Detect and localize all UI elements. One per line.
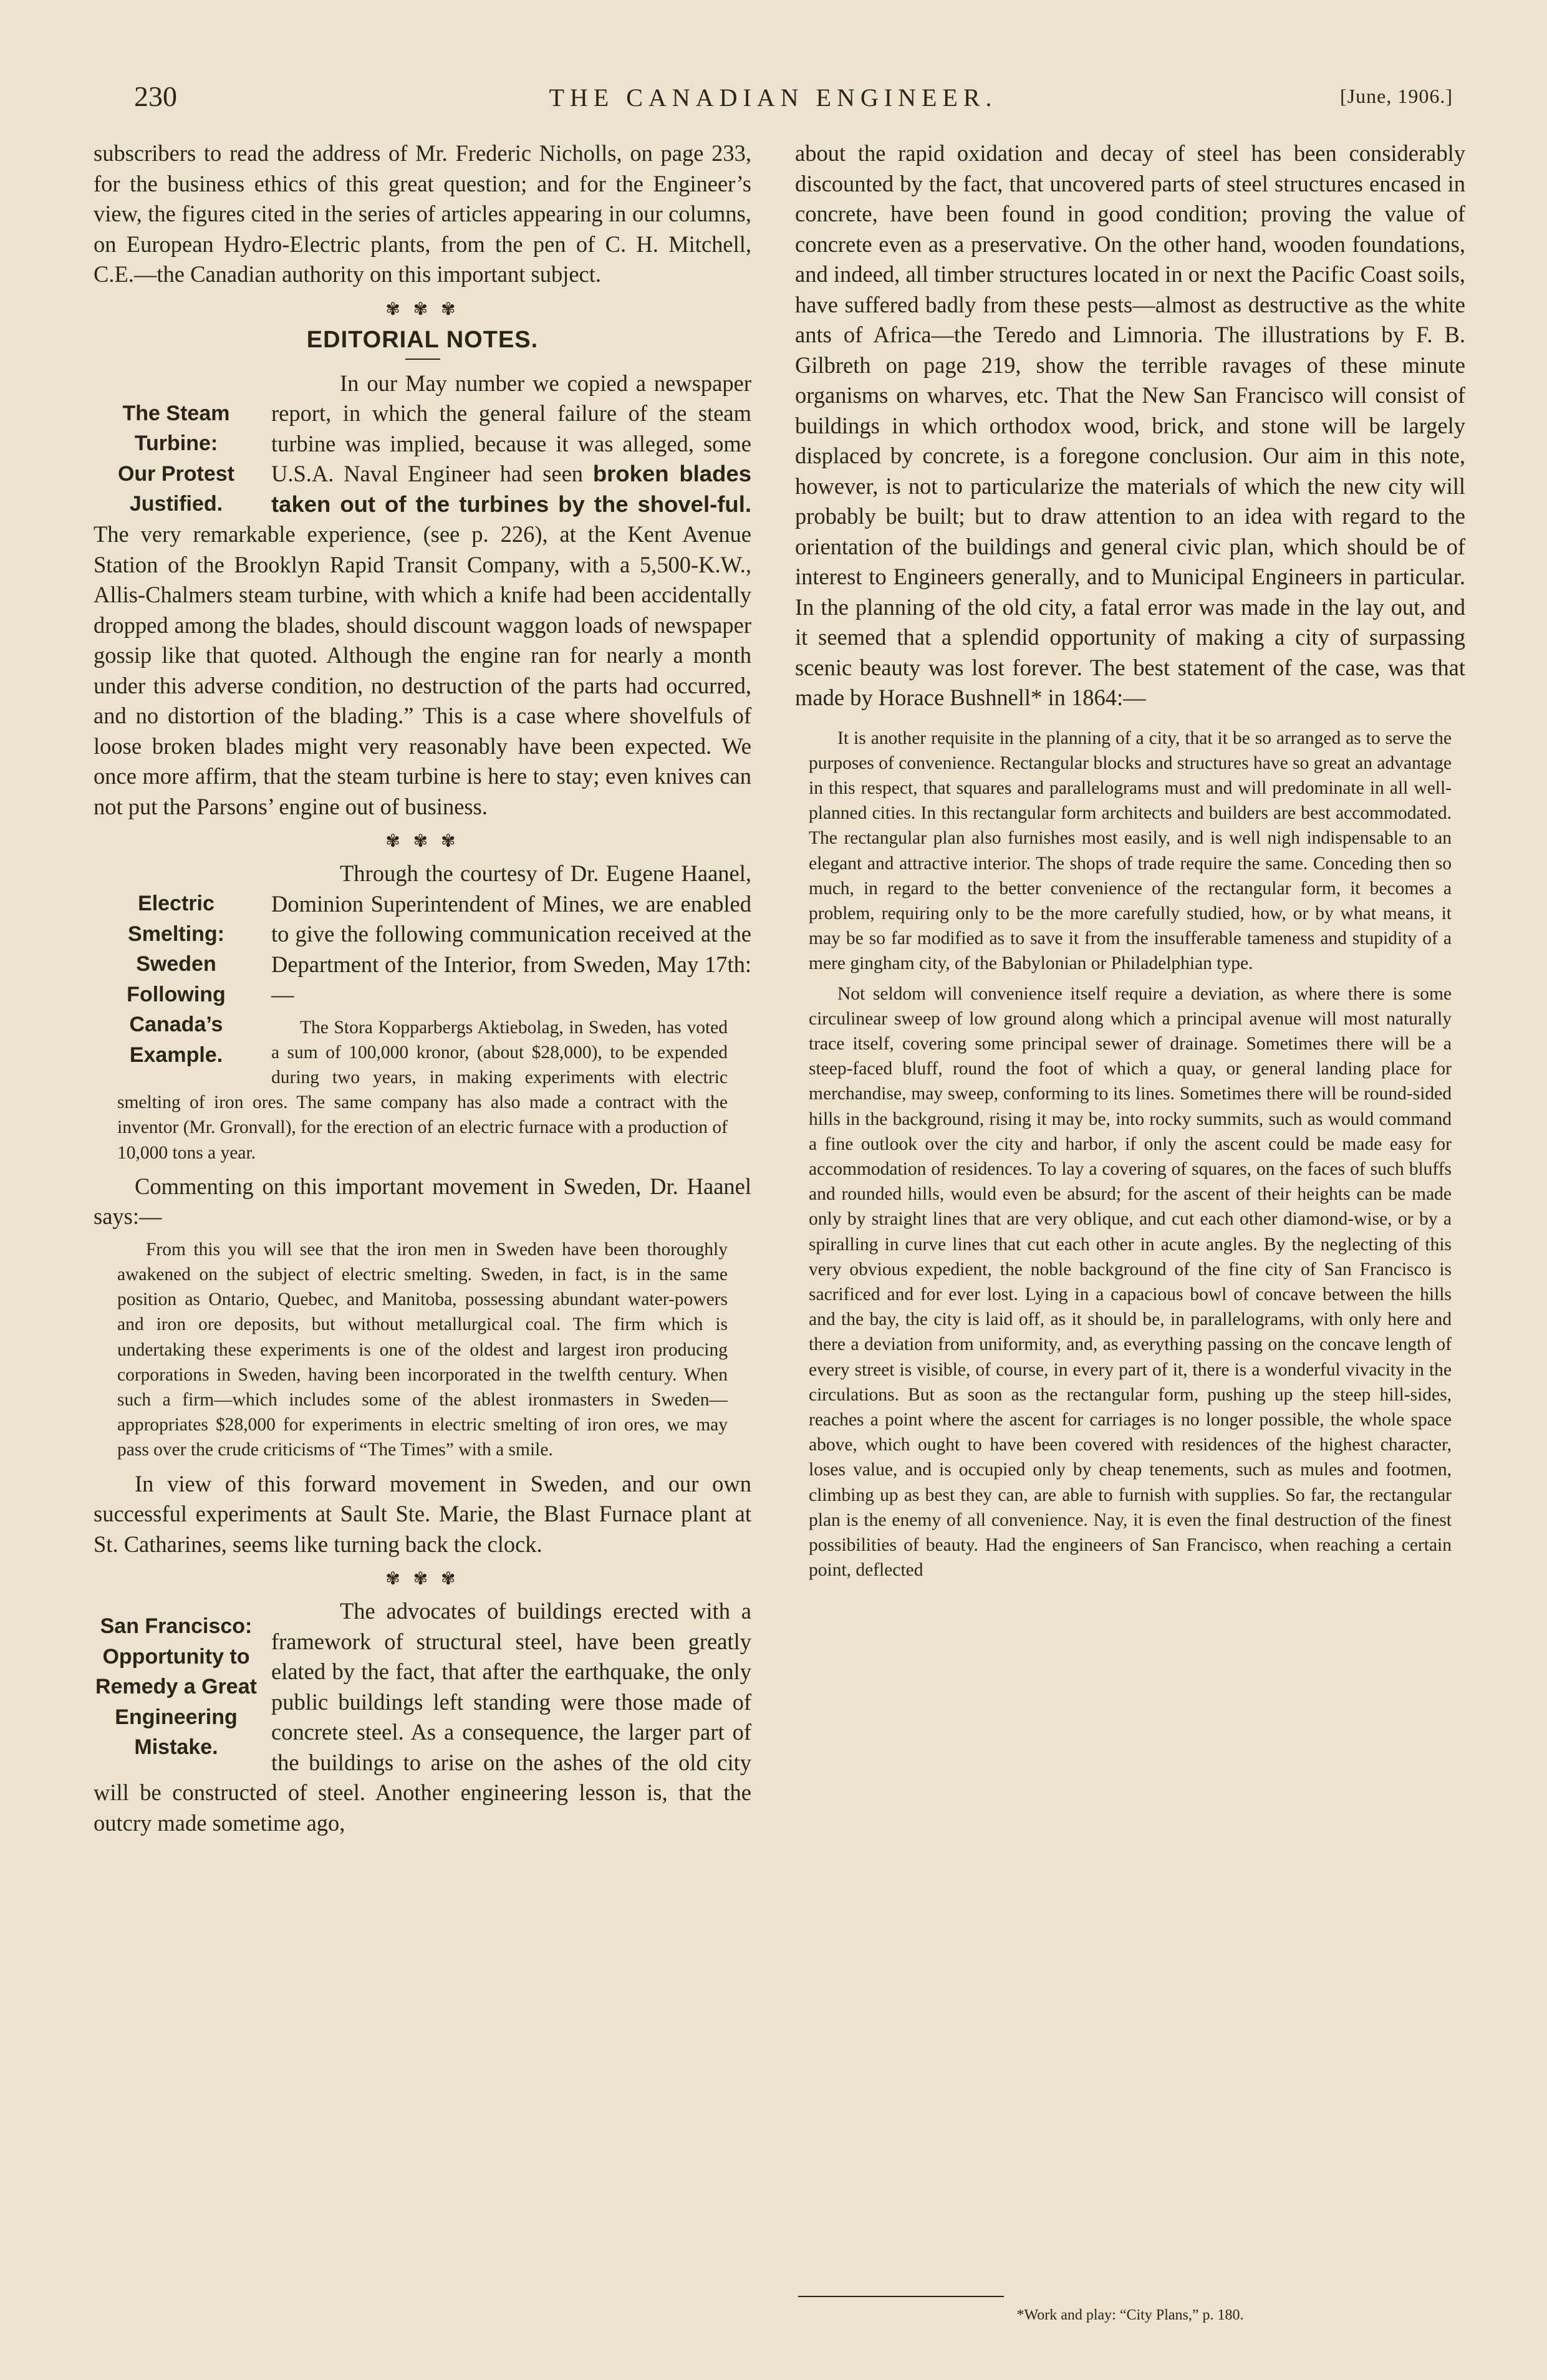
turbine-sidenote: The Steam Turbine: Our Protest Justified. bbox=[117, 401, 235, 516]
bushnell-quote-1: It is another requisite in the planning of a city, that it be so arranged as to serve the purposes of convenience. Rectangular blocks and structures have so great an advantage in this respect, that squares and parallelograms must and will predominate in all well-planned cities. In this rectangular form architects and builders are best accommodated. The rectangular plan also furnishes most easily, and is well nigh indispensable to an elegant and attractive interior. The shops of trade require the same. Conceding then so much, in regard to the better convenience of the rectangular form, it becomes a problem, requiring only to be the more carefully studied, how, or by what means, it may be so far modified as to save it from the insufferable tameness and stupidity of a mere gingham city, of the Babylonian or Philadelphian type. bbox=[809, 728, 1452, 974]
closing-paragraph: In view of this forward movement in Sweden, and our own successful experiments at Sault Ste. Marie, the Blast Furnace plant at St. Catharines, seems like turning back the clock. bbox=[94, 1470, 751, 1557]
smelting-paragraph: Through the courtesy of Dr. Eugene Haanel, Dominion Superintendent of Mines, we are enabled to give the following communication received at the Department of the Interior, from Sweden, May 17th:— bbox=[271, 860, 751, 1007]
sanfrancisco-paragraph: The advocates of buildings erected with a framework of structural steel, have been greatly elated by the fact, that after the earthquake, the only public buildings left standing were those made of concrete steel. As a consequence, the larger part of the buildings to arise on the ashes of the old city will be constructed of steel. Another engineering lesson is, that the outcry made sometime ago, bbox=[94, 1598, 751, 1836]
commenting-paragraph: Commenting on this important movement in Sweden, Dr. Haanel says:— bbox=[94, 1173, 751, 1230]
section-divider: ✾ ✾ ✾ bbox=[385, 298, 460, 319]
smelting-quote-1: The Stora Kopparbergs Aktiebolag, in Sweden, has voted a sum of 100,000 kronor, (about $28,000), to be expended during two years, in making experiments with electric smelting of iron ores. The same company has also made a contract with the inventor (Mr. Gronvall), for the erection of an electric furnace with a production of 10,000 tons a year. bbox=[117, 1017, 728, 1163]
continuation-paragraph: about the rapid oxidation and decay of steel has been considerably discounted by the fact, that uncovered parts of steel structures encased in concrete, have been found in good condition; proving the value of concrete even as a preservative. On the other hand, wooden foundations, and indeed, all timber structures located in or next the Pacific Coast soils, have suffered badly from these pests—almost as destructive as the white ants of Africa—the Teredo and Limnoria. The illustrations by F. B. Gilbreth on page 219, show the terrible ravages of these minute organisms on wharves, etc. That the New San Francisco will consist of buildings in which orthodox wood, brick, and stone will be largely displaced by concrete, is a foregone conclusion. Our aim in this note, however, is not to particularize the materials of which the new city will probably be built; but to draw attention to an idea with regard to the orientation of the buildings and general civic plan, which should be of interest to Engineers generally, and to Municipal Engineers in particular. In the planning of the old city, a fatal error was made in the lay out, and it seemed that a splendid opportunity of making a city of surpassing scenic beauty was lost forever. The best statement of the case, was that made by Horace Bushnell* in 1864:— bbox=[795, 140, 1465, 710]
smelting-quote-2: From this you will see that the iron men in Sweden have been thoroughly awakened on the subject of electric smelting. Sweden, in fact, is in the same position as Ontario, Quebec, and Manitoba, possessing abundant water-powers and iron ore deposits, but without metallurgical coal. The firm which is undertaking these experiments is one of the oldest and largest iron producing corporations in Sweden, having been incorporated in the twelfth century. When such a firm—which includes some of the ablest ironmasters in Sweden—appropriates $28,000 for experiments in electric smelting of iron ores, we may pass over the crude criticisms of “The Times” with a smile. bbox=[117, 1239, 728, 1460]
footnote: *Work and play: “City Plans,” p. 180. bbox=[1016, 2307, 1244, 2323]
right-column bbox=[795, 138, 1465, 1583]
page-header bbox=[94, 80, 1453, 130]
intro-paragraph: subscribers to read the address of Mr. Frederic Nicholls, on page 233, for the business ethics of this great question; and for the Engineer’s view, the figures cited in the series of articles appearing in our columns, on European Hydro-Electric plants, from the pen of C. H. Mitchell, C.E.—the Canadian authority on this important subject. bbox=[94, 140, 751, 287]
editorial-title: EDITORIAL NOTES. bbox=[306, 326, 539, 353]
masthead: THE CANADIAN ENGINEER. bbox=[549, 84, 998, 112]
smelting-sidenote: Electric Smelting: Sweden Following Canada’s Example. bbox=[127, 892, 226, 1067]
section-divider: ✾ ✾ ✾ bbox=[385, 831, 460, 851]
sanfrancisco-sidenote: San Francisco: Opportunity to Remedy a Great Engineering Mistake. bbox=[95, 1614, 257, 1760]
title-rule bbox=[405, 359, 440, 360]
section-divider: ✾ ✾ ✾ bbox=[385, 1568, 460, 1589]
turbine-note bbox=[94, 369, 751, 822]
smelting-note bbox=[94, 859, 751, 1067]
footnote-rule bbox=[798, 2296, 1004, 2297]
page-number: 230 bbox=[134, 80, 177, 112]
bushnell-quote-2: Not seldom will convenience itself require a deviation, as where there is some circulinear sweep of low ground along which a principal avenue will most naturally trace itself, covering some principal sewer of drainage. Sometimes there will be a steep-faced bluff, round the foot of which a quay, or general landing place for merchandise, may sweep, conforming to its lines. Sometimes there will be round-sided hills in the background, rising it may be, into rocky summits, such as would command a fine outlook over the city and harbor, if only the ascent could be made easy for accommodation of residences. To lay a covering of squares, on the faces of such bluffs and rounded hills, would even be absurd; for the ascent of their heights can be made only by straight lines that are very oblique, and cut each other diamond-wise, or by a spiralling in curve lines that cut each other in acute angles. By the neglecting of this very obvious expedient, the noble background of the fine city of San Francisco is sacrificed and for ever lost. Lying in a capacious bowl of concave between the hills and the bay, the city is laid off, as it should be, in parallelograms, with only here and there a deviation from uniformity, and, as everything passing on the concave length of every street is visible, of course, in every part of it, there is a wonderful vivacity in the circulations. But as soon as the rectangular form, pushing up the steep hill-sides, reaches a point where the ascent for carriages is no longer possible, the whole space above, which ought to have been covered with residences of the highest character, loses value, and is occupied only by cheap tenements, such as mules and footmen, climbing up as best they can, are able to furnish with supplies. So far, the rectangular plan is the enemy of all convenience. Nay, it is even the final destruction of the finest possibilities of beauty. Had the engineers of San Francisco, when reaching a certain point, deflected bbox=[809, 983, 1452, 1581]
left-column bbox=[94, 138, 751, 1838]
turbine-paragraph: In our May number we copied a newspaper report, in which the general failure of the steam turbine was implied, because it was alleged, some U.S.A. Naval Engineer had seen broken blades taken out of the turbines by the shovel-ful. The very remarkable experience, (see p. 226), at the Kent Avenue Station of the Brooklyn Rapid Transit Company, with a 5,500-K.W., Allis-Chalmers steam turbine, with which a knife had been accidentally dropped among the blades, should discount waggon loads of newspaper gossip like that quoted. Although the engine ran for nearly a month under this adverse condition, no destruction of the parts had occurred, and no distortion of the blading.” This is a case where shovelfuls of loose broken blades might very reasonably have been expected. We once more affirm, that the steam turbine is here to stay; even knives can not put the Parsons’ engine out of business. bbox=[94, 370, 751, 819]
issue-date: [June, 1906.] bbox=[1340, 85, 1453, 107]
sanfrancisco-note bbox=[94, 1596, 751, 1838]
